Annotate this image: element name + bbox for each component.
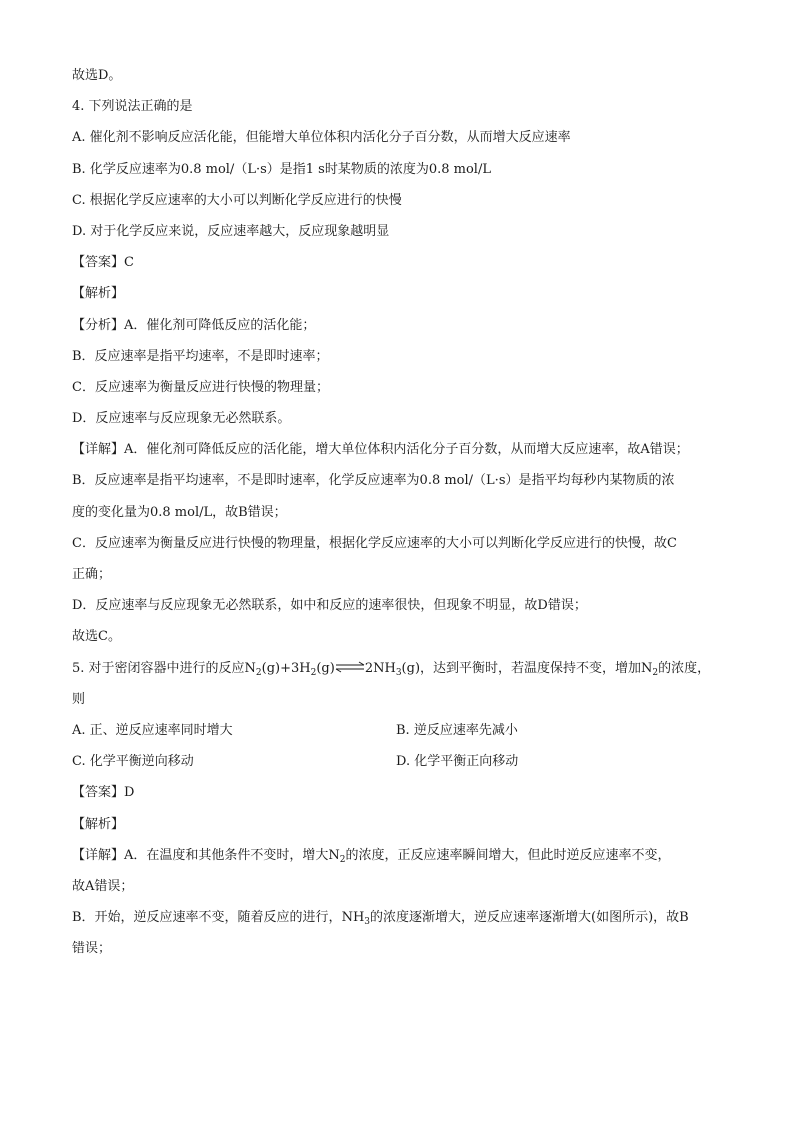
q4-xiangjie-a: 【详解】A．催化剂可降低反应的活化能，增大单位体积内活化分子百分数，从而增大反应速率，故A错误； bbox=[72, 442, 689, 458]
answer-value: D bbox=[124, 785, 135, 801]
q4-xiangjie-d: D．反应速率与反应现象无必然联系，如中和反应的速率很快，但现象不明显，故D错误； bbox=[72, 598, 587, 614]
xiangjie-tag: 【详解】 bbox=[72, 442, 125, 458]
q4-answer bbox=[72, 247, 722, 278]
q5-answer bbox=[72, 777, 722, 808]
q5-stem: 5. 对于密闭容器中进行的反应$N_2(g)+3H_2(g)$ $2NH_3(g)$，达到平衡时，若温度保持不变，增加$N_2$的浓度， bbox=[72, 660, 711, 678]
q5-xiangjie-a2: 故A错误； bbox=[72, 878, 134, 894]
q5-xiangjie-a1: 【详解】A．在温度和其他条件不变时，增大$N_2$的浓度，正反应速率瞬间增大，但此时逆反应速率不变， bbox=[72, 847, 671, 865]
q3-conclusion: 故选D。 bbox=[72, 68, 122, 83]
q4-xiangjie-b2: 度的变化量为0.8 mol/L，故B错误； bbox=[72, 504, 287, 520]
q5-option-d: D. 化学平衡正向移动 bbox=[396, 754, 519, 770]
answer-tag: 【答案】 bbox=[72, 255, 125, 271]
xiangjie-tag: 【详解】 bbox=[72, 847, 125, 863]
q5-option-a: A. 正、逆反应速率同时增大 bbox=[72, 722, 233, 738]
q4-option-a: A. 催化剂不影响反应活化能，但能增大单位体积内活化分子百分数，从而增大反应速率 bbox=[72, 130, 571, 146]
q4-option-d: D. 对于化学反应来说，反应速率越大，反应现象越明显 bbox=[72, 223, 390, 239]
fenxi-tag: 【分析】 bbox=[72, 317, 125, 333]
q4-stem: 4. 下列说法正确的是 bbox=[72, 99, 193, 115]
q4-xiangjie-c1: C．反应速率为衡量反应进行快慢的物理量，根据化学反应速率的大小可以判断化学反应进行的快慢，故C bbox=[72, 535, 677, 551]
q5-xiangjie-b1: B．开始，逆反应速率不变，随着反应的进行，$NH_3$的浓度逐渐增大，逆反应速率逐渐增大(如图所示)，故B bbox=[72, 910, 689, 928]
q5-xiangjie-b2: 错误； bbox=[72, 941, 112, 957]
q4-fenxi-c: C．反应速率为衡量反应进行快慢的物理量； bbox=[72, 379, 329, 395]
q5-stem-line2: 则 bbox=[72, 691, 86, 707]
answer-value: C bbox=[124, 255, 134, 271]
q4-fenxi-b: B．反应速率是指平均速率，不是即时速率； bbox=[72, 348, 329, 364]
q4-option-b: B. 化学反应速率为0.8 mol/（L·s）是指1 s时某物质的浓度为0.8 mol/L bbox=[72, 161, 491, 177]
q5-analysis-tag: 【解析】 bbox=[72, 816, 125, 832]
q4-option-c: C. 根据化学反应速率的大小可以判断化学反应进行的快慢 bbox=[72, 192, 402, 208]
equilibrium-arrow-icon bbox=[335, 661, 365, 673]
reaction-equation: $N_2(g)+3H_2(g)$ $2NH_3(g)$ bbox=[244, 660, 421, 678]
q4-analysis-tag: 【解析】 bbox=[72, 286, 125, 302]
q5-options-row1 bbox=[72, 715, 722, 746]
q5-option-b: B. 逆反应速率先减小 bbox=[396, 722, 518, 738]
document-page bbox=[72, 60, 722, 964]
q4-fenxi-a: 【分析】A．催化剂可降低反应的活化能； bbox=[72, 317, 316, 333]
q5-options-row2 bbox=[72, 746, 722, 777]
q4-xiangjie-b1: B．反应速率是指平均速率，不是即时速率，化学反应速率为0.8 mol/（L·s）是指平均每秒内某物质的浓 bbox=[72, 473, 675, 489]
q4-fenxi-d: D．反应速率与反应现象无必然联系。 bbox=[72, 411, 291, 427]
q4-xiangjie-c2: 正确； bbox=[72, 567, 112, 582]
answer-tag: 【答案】 bbox=[72, 785, 125, 801]
q5-option-c: C. 化学平衡逆向移动 bbox=[72, 754, 194, 770]
q4-conclusion: 故选C。 bbox=[72, 629, 121, 645]
